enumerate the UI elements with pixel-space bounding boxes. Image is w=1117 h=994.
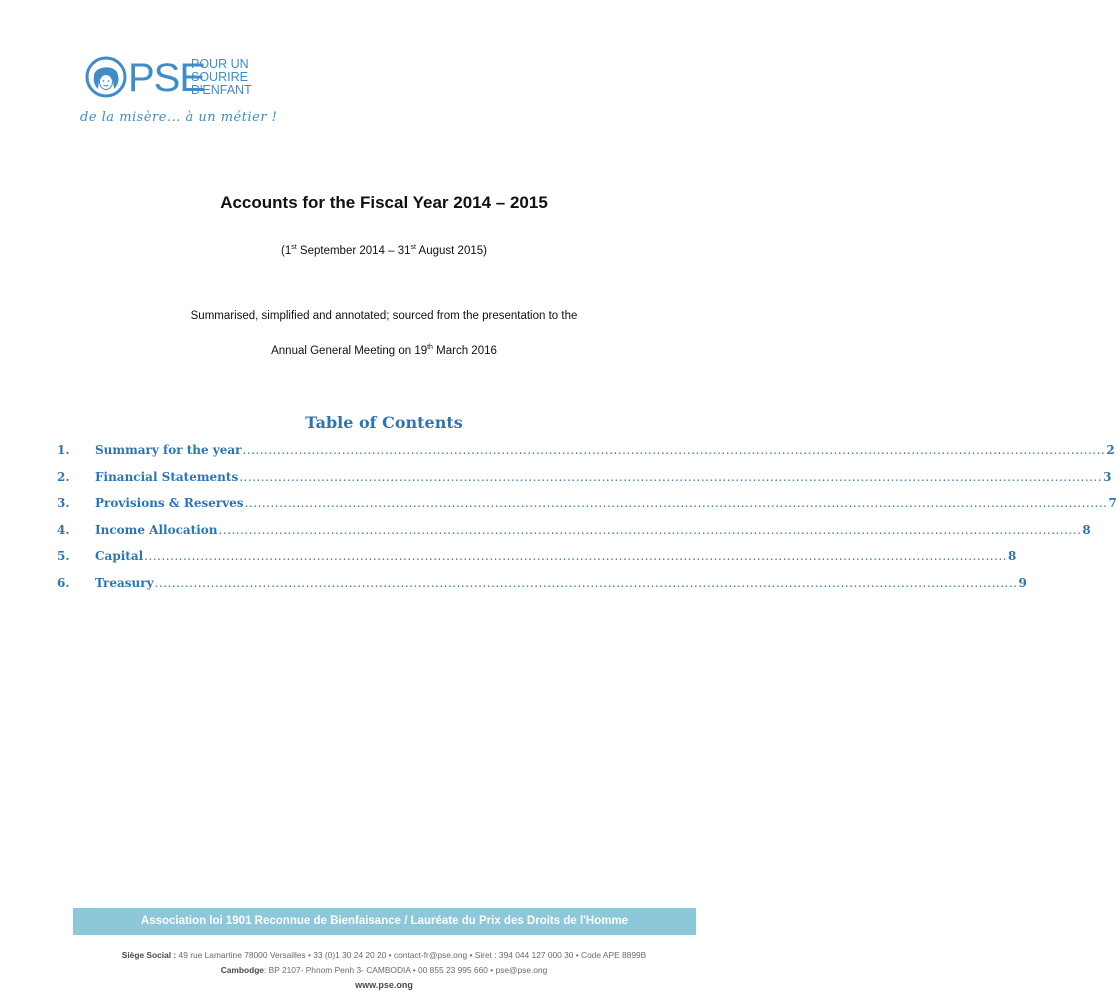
- toc-entry[interactable]: [57, 469, 1112, 497]
- toc-entry-page[interactable]: 7: [1108, 496, 1117, 510]
- toc-entry-label[interactable]: Financial Statements: [95, 469, 239, 484]
- summary-line-2-sup: th: [427, 344, 433, 351]
- website-link[interactable]: [0, 980, 768, 990]
- summary-line-1: Summarised, simplified and annotated; sourced from the presentation to the: [190, 310, 578, 322]
- period-open: (1: [281, 244, 292, 257]
- toc-entry-page[interactable]: 3: [1103, 469, 1112, 484]
- logo-line-2: SOURIRE: [191, 70, 248, 84]
- toc-entry-label[interactable]: Treasury: [95, 575, 154, 590]
- toc-entry-label[interactable]: Summary for the year: [95, 443, 242, 457]
- summary-line-2-pre: Annual General Meeting on 19: [271, 344, 428, 357]
- toc-entry-number: 5.: [57, 549, 70, 563]
- toc-dot-leader: ........................................................................................................................................................................................................: [154, 575, 1018, 590]
- fiscal-period: [0, 244, 768, 257]
- footer-headquarters: [0, 950, 768, 960]
- period-sup-1: st: [291, 244, 297, 251]
- period-close: August 2015): [415, 244, 487, 257]
- toc-entry-page[interactable]: 8: [1008, 549, 1017, 563]
- toc-entry-label[interactable]: Provisions & Reserves: [95, 496, 244, 510]
- toc-heading: Table of Contents: [305, 413, 463, 432]
- toc-dot-leader: ........................................................................................................................................................................................................: [218, 522, 1082, 537]
- toc-entry[interactable]: [57, 496, 1117, 523]
- toc-entry-label[interactable]: Income Allocation: [95, 522, 218, 537]
- summary-line-2-post: March 2016: [432, 344, 497, 357]
- toc-entry-page[interactable]: 9: [1018, 575, 1027, 590]
- child-face-logo-icon: [85, 56, 127, 98]
- logo-wordmark: [191, 58, 252, 97]
- logo-line-3: D'ENFANT: [191, 83, 252, 97]
- toc-entry-page[interactable]: 8: [1082, 522, 1091, 537]
- toc-entry[interactable]: [57, 443, 1115, 470]
- toc-entry-page[interactable]: 2: [1106, 443, 1115, 457]
- toc-dot-leader: ........................................................................................................................................................................................................: [144, 549, 1008, 563]
- summary-line-2: [0, 344, 768, 357]
- period-mid: September 2014 – 31: [296, 244, 411, 257]
- logo-acronym: PSE: [128, 56, 206, 100]
- toc-entry-number: 4.: [57, 522, 70, 537]
- table-of-contents: [57, 443, 1117, 602]
- toc-entry-number: 6.: [57, 575, 70, 590]
- logo-tagline: de la misère... à un métier !: [80, 110, 278, 125]
- document-title: Accounts for the Fiscal Year 2014 – 2015: [220, 193, 548, 212]
- website-url[interactable]: www.pse.ong: [355, 980, 413, 990]
- hq-label: Siège Social :: [121, 950, 177, 960]
- hq-text: 49 rue Lamartine 78000 Versailles • 33 (0)1 30 24 20 20 • contact-fr@pse.ong • Siret : 394 044 127 000 30 • Code APE 8899B: [176, 950, 647, 960]
- toc-entry[interactable]: [57, 522, 1091, 550]
- toc-entry[interactable]: [57, 549, 1017, 576]
- toc-entry-number: 3.: [57, 496, 70, 510]
- footer-cambodia: [0, 965, 768, 975]
- toc-entry[interactable]: [57, 575, 1027, 603]
- toc-dot-leader: ........................................................................................................................................................................................................: [239, 469, 1103, 484]
- toc-entry-number: 2.: [57, 469, 70, 484]
- cambodia-text: : BP 2107- Phnom Penh 3- CAMBODIA • 00 855 23 995 660 • pse@pse.ong: [263, 965, 548, 975]
- period-sup-2: st: [410, 244, 416, 251]
- footer-band: Association loi 1901 Reconnue de Bienfaisance / Lauréate du Prix des Droits de l'Homme: [73, 908, 696, 935]
- toc-dot-leader: ........................................................................................................................................................................................................: [244, 496, 1108, 510]
- toc-entry-number: 1.: [57, 443, 70, 457]
- toc-entry-label[interactable]: Capital: [95, 549, 144, 563]
- cambodia-label: Cambodge: [220, 965, 264, 975]
- logo-line-1: POUR UN: [191, 57, 249, 71]
- toc-dot-leader: ........................................................................................................................................................................................................: [242, 443, 1106, 457]
